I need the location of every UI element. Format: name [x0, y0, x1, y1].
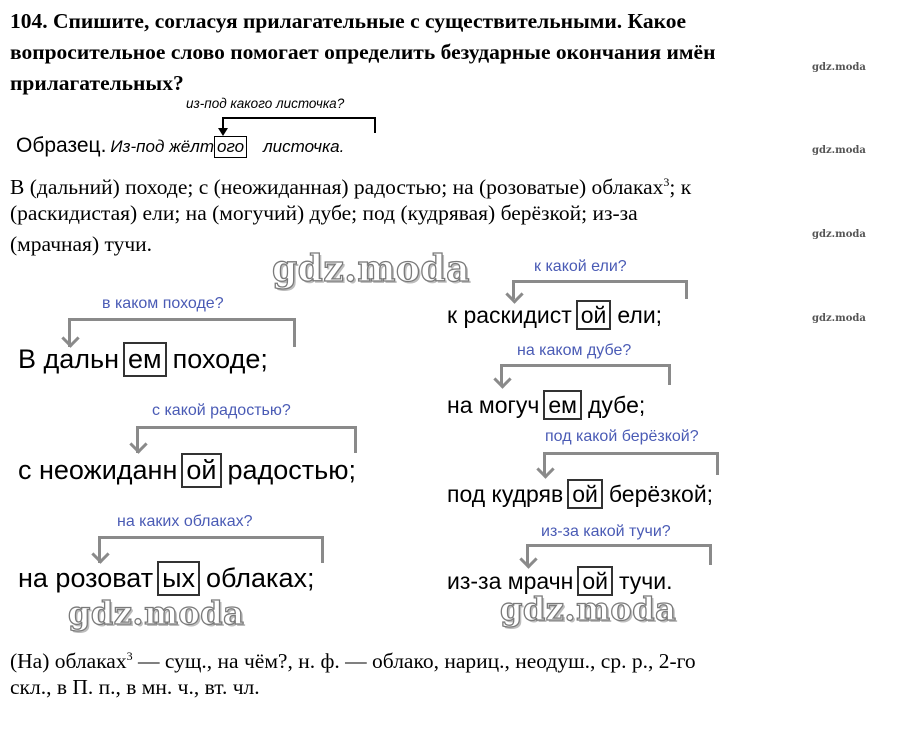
watermark-small: gdz.moda	[812, 145, 866, 156]
question-bracket	[543, 452, 719, 475]
noun: тучи.	[619, 568, 673, 594]
question-label: к какой ели?	[534, 258, 627, 275]
ending-box: ой	[181, 453, 221, 488]
ending-box: ем	[123, 342, 167, 377]
ending-box: ой	[576, 300, 612, 330]
answer-phrase	[447, 390, 645, 420]
noun: ели;	[617, 302, 663, 328]
question-bracket	[98, 536, 324, 563]
task-title-line: прилагательных?	[10, 71, 184, 95]
sample-prefix: Из-под жёлт	[110, 137, 214, 156]
question-bracket	[500, 364, 671, 385]
question-label: в каком походе?	[102, 295, 224, 312]
noun: радостью;	[227, 455, 356, 485]
question-bracket	[136, 426, 357, 453]
ending-box: ой	[567, 479, 603, 509]
sample-bracket	[222, 117, 376, 133]
exercise-line-2: (раскидистая) ели; на (могучий) дубе; под (кудрявая) берёзкой; из-за	[10, 201, 638, 225]
footnote-mark: 3	[126, 649, 133, 663]
answer-phrase	[447, 479, 713, 509]
answer-phrase	[18, 342, 268, 377]
sample-noun: листочка.	[263, 137, 345, 156]
footnote-mark: 3	[663, 175, 670, 189]
note-text: (На) облаках	[10, 649, 127, 674]
task-title	[10, 6, 895, 99]
question-label: из-за какой тучи?	[541, 523, 671, 540]
word-stem: под кудряв	[447, 481, 564, 507]
noun: походе;	[172, 344, 268, 374]
question-bracket	[526, 544, 712, 565]
ending-box: ых	[157, 561, 200, 596]
watermark-small: gdz.moda	[812, 313, 866, 324]
noun: берёзкой;	[608, 481, 714, 507]
noun: облаках;	[206, 563, 315, 593]
word-stem: В дальн	[18, 344, 120, 374]
watermark-large: gdz.moda	[272, 248, 470, 290]
note-text: — сущ., на чём?, н. ф. — облако, нариц., неодуш., ср. р., 2-го	[132, 649, 696, 674]
word-stem: на розоват	[18, 563, 154, 593]
sample-ending: ого	[214, 136, 247, 158]
exercise-text: В (дальний) походе; с (неожиданная) радостью; на (розоватые) облаках	[10, 175, 664, 200]
answer-phrase	[18, 453, 356, 488]
word-stem: к раскидист	[447, 302, 572, 328]
sample-line	[16, 134, 344, 158]
watermark-large: gdz.moda	[500, 590, 677, 628]
task-title-line: 104. Спишите, согласуя прилагательные с существительными. Какое	[10, 9, 687, 33]
sample-question: из-под какого листочка?	[186, 96, 345, 111]
ending-box: ой	[577, 566, 613, 596]
question-bracket	[512, 280, 688, 299]
watermark-small: gdz.moda	[812, 62, 866, 73]
watermark-large: gdz.moda	[68, 594, 245, 632]
noun: дубе;	[587, 392, 646, 418]
answer-phrase	[447, 300, 662, 330]
answer-phrase	[18, 561, 314, 596]
word-stem: из-за мрачн	[447, 568, 574, 594]
word-stem: с неожиданн	[18, 455, 178, 485]
note-line-2: скл., в П. п., в мн. ч., вт. чл.	[10, 675, 260, 699]
question-label: с какой радостью?	[152, 402, 291, 419]
question-label: на каких облаках?	[117, 513, 253, 530]
exercise-line-3: (мрачная) тучи.	[10, 232, 153, 256]
question-label: на каком дубе?	[517, 342, 632, 359]
word-stem: на могуч	[447, 392, 540, 418]
exercise-text: ; к	[669, 175, 692, 200]
task-title-line: вопросительное слово помогает определить безударные окончания имён	[10, 40, 716, 64]
sample-label: Образец.	[16, 134, 107, 157]
watermark-small: gdz.moda	[812, 229, 866, 240]
ending-box: ем	[543, 390, 582, 420]
question-label: под какой берёзкой?	[545, 428, 699, 445]
